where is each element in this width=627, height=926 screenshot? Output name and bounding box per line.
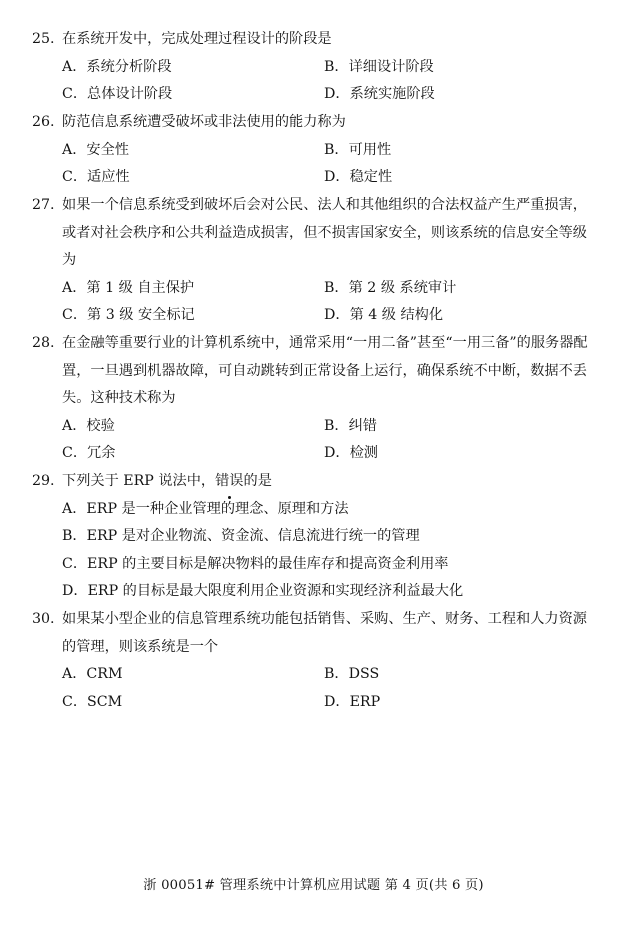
option-a: A．ERP 是一种企业管理的理念、原理和方法	[62, 500, 349, 517]
option-b: B．纠错	[324, 417, 377, 434]
question-text-after: 的是	[243, 473, 272, 489]
question-25	[32, 26, 592, 109]
option-d: D．ERP 的目标是最大限度利用企业资源和实现经济利益最大化	[62, 583, 464, 600]
option-b: B．可用性	[324, 141, 392, 158]
option-list	[32, 413, 592, 468]
option-b: B．DSS	[324, 666, 380, 683]
option-c: C．SCM	[62, 693, 123, 710]
question-text: 如果某小型企业的信息管理系统功能包括销售、采购、生产、财务、工程和人力资源的管理，则该系统是一个	[62, 611, 587, 655]
option-b: B．详细设计阶段	[324, 58, 434, 75]
option-d: D．ERP	[324, 693, 381, 710]
question-28	[32, 330, 592, 468]
option-a: A．系统分析阶段	[62, 58, 172, 75]
question-text: 如果一个信息系统受到破坏后会对公民、法人和其他组织的合法权益产生严重损害，或者对社会秩序和公共利益造成损害，但不损害国家安全，则该系统的信息安全等级为	[62, 197, 587, 269]
option-a: A．安全性	[62, 141, 129, 158]
option-a: A．校验	[62, 417, 115, 434]
option-list	[32, 275, 592, 330]
option-c: C．第 3 级 安全标记	[62, 307, 195, 324]
question-stem	[32, 330, 592, 413]
question-number: 28.	[32, 335, 55, 351]
option-list	[32, 661, 592, 716]
question-text-before: 下列关于 ERP 说法中，	[62, 473, 216, 489]
question-26	[32, 109, 592, 192]
question-stem	[32, 192, 592, 275]
question-text: 防范信息系统遭受破坏或非法使用的能力称为	[62, 114, 346, 130]
question-number: 29.	[32, 473, 55, 489]
option-b: B．ERP 是对企业物流、资金流、信息流进行统一的管理	[62, 528, 420, 545]
option-d: D．稳定性	[324, 169, 393, 186]
option-list	[32, 54, 592, 109]
question-text: 在金融等重要行业的计算机系统中，通常采用“一用二备”甚至“一用三备”的服务器配置，一旦遇到机器故障，可自动跳转到正常设备上运行，确保系统不中断，数据不丢失。这种技术称为	[62, 335, 588, 407]
option-c: C．总体设计阶段	[62, 86, 173, 103]
option-d: D．第 4 级 结构化	[324, 307, 444, 324]
page-footer: 浙 00051# 管理系统中计算机应用试题 第 4 页(共 6 页)	[143, 878, 484, 893]
question-stem	[32, 26, 592, 54]
question-number: 30.	[32, 611, 55, 627]
option-d: D．系统实施阶段	[324, 86, 435, 103]
question-27	[32, 192, 592, 330]
emphasized-word: 错误	[215, 468, 243, 496]
question-stem	[32, 606, 592, 661]
question-30	[32, 606, 592, 716]
option-list	[32, 137, 592, 192]
question-stem	[32, 109, 592, 137]
question-29	[32, 468, 592, 606]
option-c: C．冗余	[62, 445, 116, 462]
question-text	[62, 468, 592, 496]
question-stem	[32, 468, 592, 496]
option-a: A．第 1 级 自主保护	[62, 279, 195, 296]
question-number: 27.	[32, 197, 55, 213]
question-number: 26.	[32, 114, 55, 130]
option-c: C．适应性	[62, 169, 130, 186]
question-text: 在系统开发中，完成处理过程设计的阶段是	[62, 31, 332, 47]
option-c: C．ERP 的主要目标是解决物料的最佳库存和提高资金利用率	[62, 555, 449, 572]
option-list	[32, 496, 592, 606]
option-d: D．检测	[324, 445, 378, 462]
option-a: A．CRM	[62, 666, 123, 683]
option-b: B．第 2 级 系统审计	[324, 279, 457, 296]
question-number: 25.	[32, 31, 55, 47]
